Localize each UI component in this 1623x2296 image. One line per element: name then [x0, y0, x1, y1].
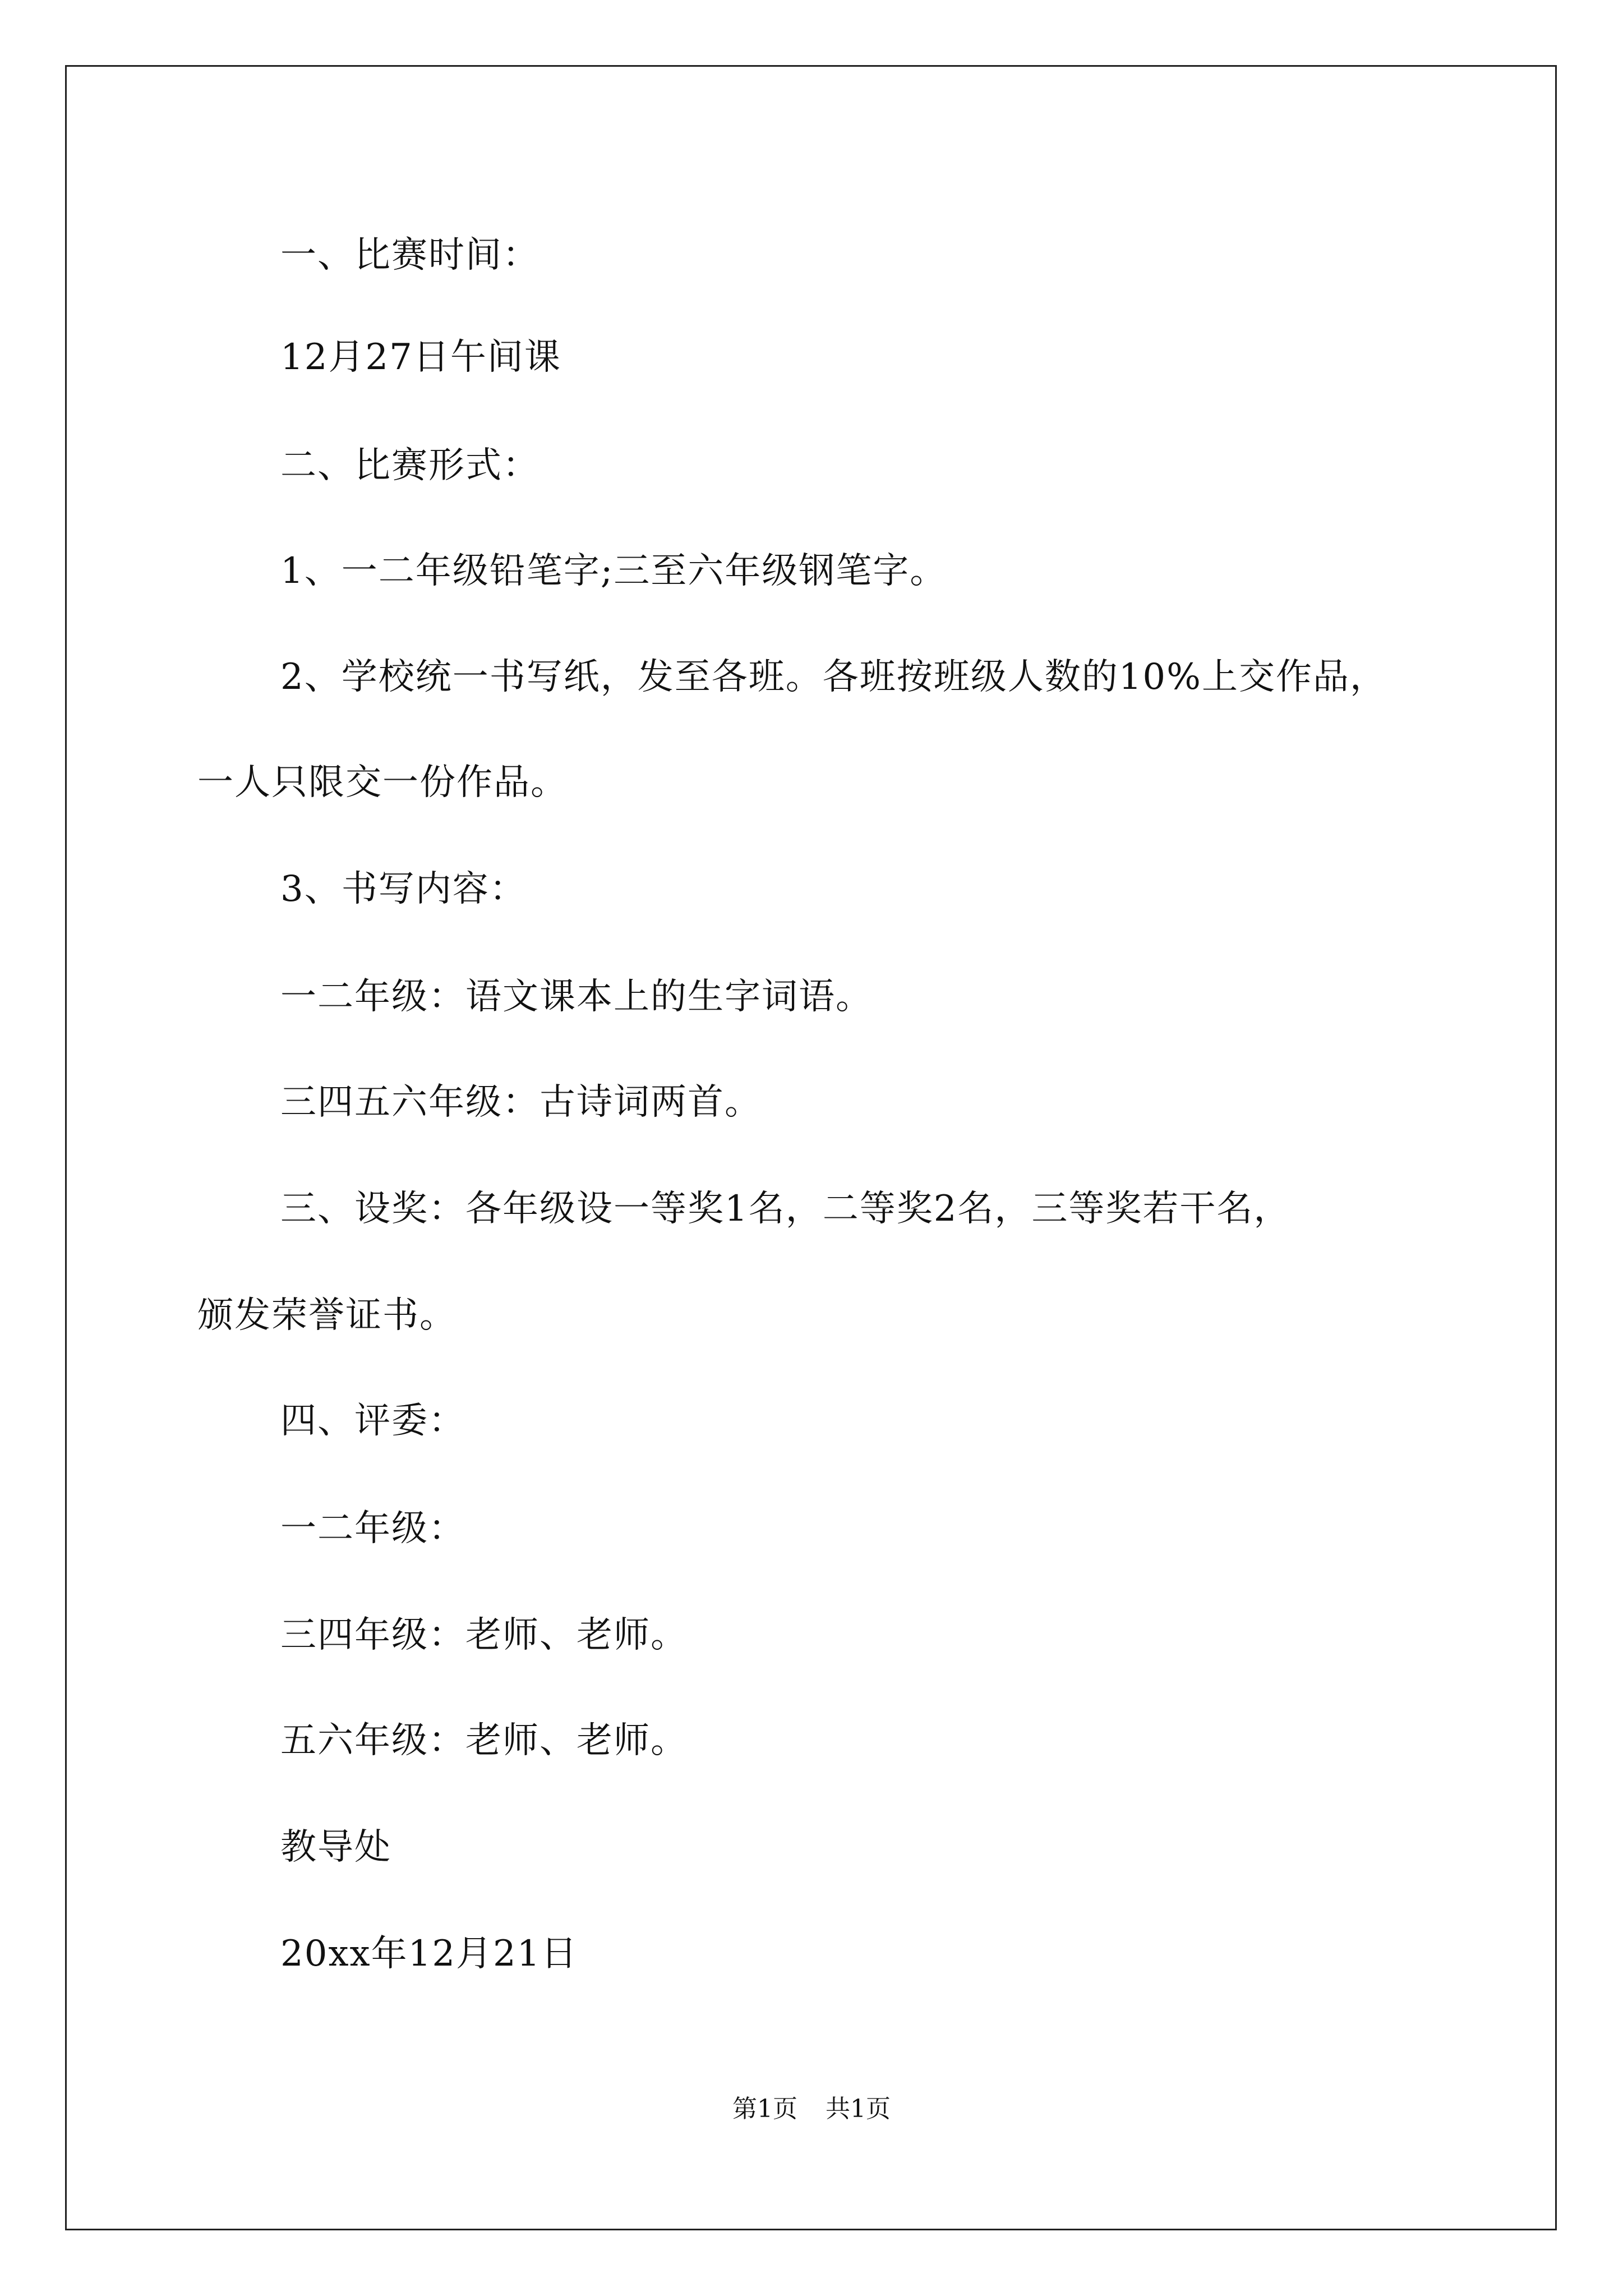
content-grade-3-6: 三四五六年级：古诗词两首。 — [280, 1082, 762, 1123]
section-heading-awards: 三、设奖：各年级设一等奖1名，二等奖2名，三等奖若干名， — [280, 1188, 1291, 1230]
format-item-3: 3、书写内容： — [280, 868, 527, 910]
section-heading-judges: 四、评委： — [280, 1400, 465, 1442]
format-item-2: 2、学校统一书写纸，发至各班。各班按班级人数的10%上交作品， — [280, 656, 1387, 698]
judges-grade-5-6: 五六年级：老师、老师。 — [280, 1720, 688, 1761]
page-number-current: 第1页 — [732, 2095, 797, 2123]
section-heading-format: 二、比赛形式： — [280, 445, 540, 486]
judges-grade-3-4: 三四年级：老师、老师。 — [280, 1614, 688, 1656]
content-grade-1-2: 一二年级：语文课本上的生字词语。 — [280, 976, 873, 1018]
competition-time-text: 12月27日午间课 — [280, 337, 561, 378]
section-heading-time: 一、比赛时间： — [280, 234, 540, 276]
format-item-1: 1、一二年级铅笔字;三至六年级钢笔字。 — [280, 550, 947, 592]
page-number-total: 共1页 — [826, 2095, 891, 2123]
format-item-2-continued: 一人只限交一份作品。 — [197, 762, 568, 803]
issue-date: 20xx年12月21日 — [280, 1933, 578, 1975]
judges-grade-1-2: 一二年级： — [280, 1508, 465, 1549]
issuer-name: 教导处 — [280, 1826, 391, 1868]
awards-continued: 颁发荣誉证书。 — [197, 1295, 457, 1336]
page-border — [65, 65, 1557, 2230]
page-footer — [0, 2092, 1623, 2126]
